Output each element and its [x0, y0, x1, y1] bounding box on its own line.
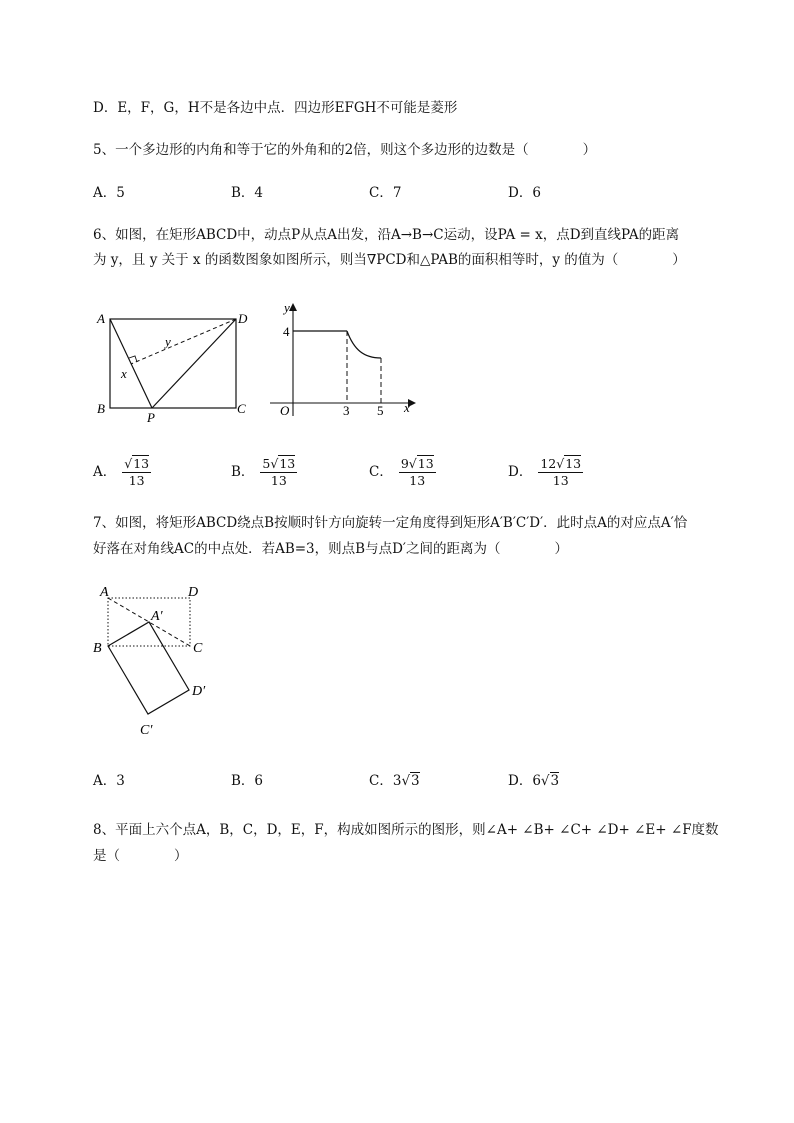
label-a: A [97, 311, 105, 326]
label-a: A [100, 585, 109, 600]
q5-option-a[interactable]: A．5 [93, 185, 125, 201]
label-c: C [237, 401, 246, 416]
label-d: D [188, 585, 199, 600]
rect-abcd [110, 319, 236, 408]
q6-option-b[interactable]: B． $\frac{5√13}{13}$ [231, 456, 296, 488]
q7-text-line1: 7、如图，将矩形ABCD绕点B按顺时针方向旋转一定角度得到矩形A′B′C′D′．此时点A的对应点A′恰 [93, 515, 688, 531]
q7-option-c[interactable]: C．3√3 [369, 773, 420, 789]
q6-function-graph [270, 298, 430, 423]
x-tick-3: 3 [343, 403, 350, 418]
q7-rotation-figure [88, 580, 228, 740]
q8-text-line1: 8、平面上六个点A，B，C，D，E，F，构成如图所示的图形，则∠A+ ∠B+ ∠C+ ∠D+ ∠E+ ∠F度数 [93, 822, 719, 838]
rect-a1b1c1d1 [108, 622, 189, 714]
q8-text-line2: 是（ ） [93, 848, 188, 864]
label-x: x [121, 366, 127, 381]
q7-option-b[interactable]: B．6 [231, 773, 264, 789]
y-axis-arrow [289, 303, 297, 311]
origin-label: O [280, 403, 290, 418]
perpendicular-y [131, 319, 236, 364]
q6-option-a[interactable]: A． $\frac{√13}{13}$ [93, 456, 150, 488]
x-axis-label: x [404, 400, 410, 415]
label-c: C [193, 641, 203, 656]
graph-curve-segment [347, 331, 381, 358]
x-tick-5: 5 [377, 403, 384, 418]
label-d: D [238, 311, 248, 326]
y-axis-label: y [284, 300, 290, 315]
label-p: P [147, 410, 155, 425]
label-y: y [165, 334, 171, 349]
label-a-prime: A′ [151, 609, 163, 624]
q5-option-c[interactable]: C．7 [369, 185, 402, 201]
fraction: $\frac{√13}{13}$ [124, 456, 150, 488]
q5-option-d[interactable]: D．6 [508, 185, 541, 201]
q5-text: 5、一个多边形的内角和等于它的外角和的2倍，则这个多边形的边数是（ ） [93, 142, 597, 158]
fraction: $\frac{9√13}{13}$ [400, 456, 434, 488]
segment-pd [152, 319, 236, 408]
label-b: B [93, 641, 102, 656]
q7-option-a[interactable]: A．3 [93, 773, 125, 789]
q6-option-c[interactable]: C． $\frac{9√13}{13}$ [369, 456, 434, 488]
fraction: $\frac{5√13}{13}$ [262, 456, 296, 488]
q6-text-line1: 6、如图，在矩形ABCD中，动点P从点A出发，沿A→B→C运动，设PA = x，点D到直线PA的距离 [93, 227, 680, 243]
q5-option-b[interactable]: B．4 [231, 185, 264, 201]
label-c-prime: C′ [140, 723, 153, 738]
q7-text-line2: 好落在对角线AC的中点处．若AB=3，则点B与点D′之间的距离为（ ） [93, 541, 568, 557]
q7-option-d[interactable]: D．6√3 [508, 773, 560, 789]
fraction: $\frac{12√13}{13}$ [540, 456, 582, 488]
label-b: B [97, 401, 105, 416]
q4-option-d: D．E，F，G，H不是各边中点．四边形EFGH不可能是菱形 [93, 100, 458, 116]
q6-rectangle-figure [95, 308, 265, 428]
y-tick-4: 4 [283, 324, 290, 339]
q6-option-d[interactable]: D． $\frac{12√13}{13}$ [508, 456, 582, 488]
label-d-prime: D′ [192, 684, 206, 699]
q6-text-line2: 为 y，且 y 关于 x 的函数图象如图所示，则当∇PCD和△PAB的面积相等时，y 的值为（ ） [93, 252, 686, 268]
